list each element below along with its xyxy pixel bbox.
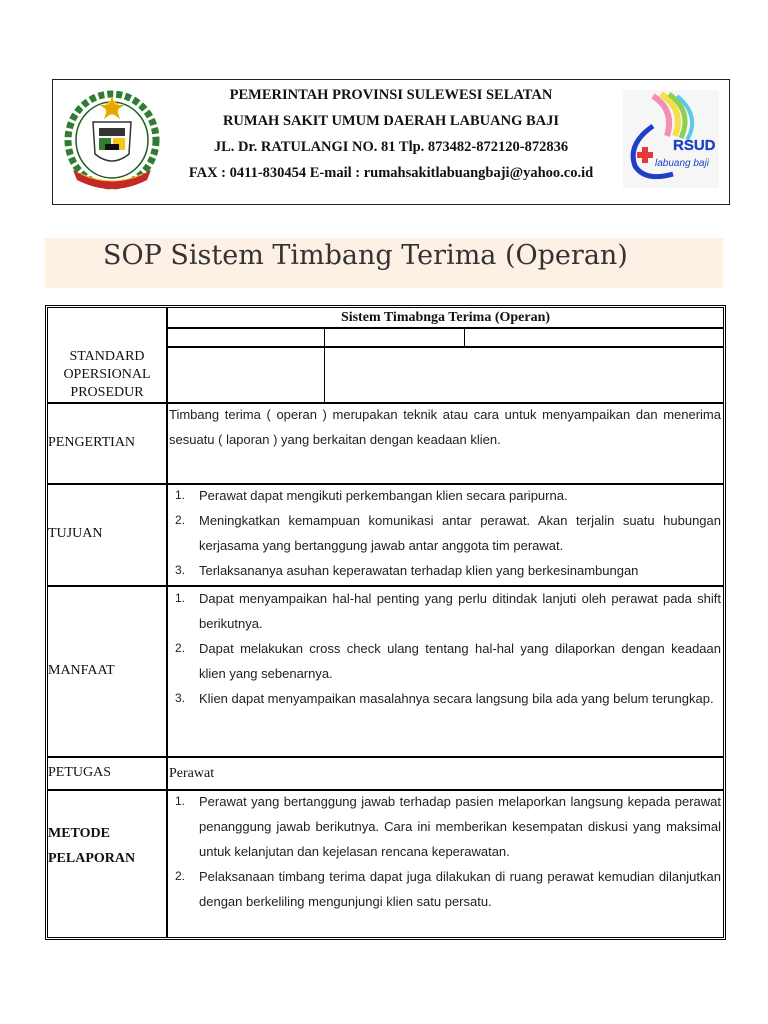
metode-label-line-1: METODE	[48, 826, 110, 841]
list-item: 2. Meningkatkan kemampuan komunikasi antar perawat. Akan terjalin suatu hubungan kerjasama yang bertanggung jawab antar anggota tim perawat.	[175, 513, 721, 553]
title-band	[45, 238, 723, 288]
list-item: 2. Pelaksanaan timbang terima dapat juga dilakukan di ruang perawat kemudian dilanjutkan dengan berkeliling mengunjungi klien satu persatu.	[175, 869, 721, 909]
pengertian-label: PENGERTIAN	[48, 435, 136, 450]
list-item: 2. Dapat melakukan cross check ulang tentang hal-hal yang dilaporkan dengan keadaan klien yang sebenarnya.	[175, 641, 721, 681]
petugas-label: PETUGAS	[48, 765, 112, 780]
tujuan-list	[169, 483, 721, 583]
pengertian-text: Timbang terima ( operan ) merupakan teknik atau cara untuk menyampaikan dan menerima sesuatu ( laporan ) yang berkaitan dengan keadaan klien.	[169, 407, 721, 447]
letterhead-line-4: FAX : 0411-830454 E-mail : rumahsakitlabuangbaji@yahoo.co.id	[188, 165, 594, 181]
rsud-logo-text: RSUD	[673, 137, 716, 154]
list-item: 3. Klien dapat menyampaikan masalahnya secara langsung bila ada yang belum terungkap.	[175, 691, 714, 706]
sop-table	[45, 305, 726, 940]
metode-label	[48, 821, 166, 871]
tujuan-label: TUJUAN	[48, 526, 103, 541]
list-item: 1. Dapat menyampaikan hal-hal penting yang perlu ditindak lanjuti oleh perawat pada shift berikutnya.	[175, 591, 721, 631]
rsud-logo-icon	[623, 90, 719, 188]
manfaat-list	[169, 586, 721, 711]
letterhead-line-3: JL. Dr. RATULANGI NO. 81 Tlp. 873482-872120-872836	[213, 139, 569, 155]
sop-label: STANDARD OPERSIONAL PROSEDUR	[63, 349, 151, 400]
letterhead-line-1: PEMERINTAH PROVINSI SULEWESI SELATAN	[229, 87, 553, 103]
petugas-value: Perawat	[169, 766, 215, 781]
metode-label-line-2: PELAPORAN	[48, 851, 136, 866]
rsud-logo-subtext: labuang baji	[655, 158, 709, 169]
letterhead	[52, 79, 730, 205]
list-item: 1. Perawat dapat mengikuti perkembangan klien secara paripurna.	[175, 488, 568, 503]
page-title: SOP Sistem Timbang Terima (Operan)	[103, 240, 628, 271]
manfaat-label: MANFAAT	[48, 663, 115, 678]
table-header-title: Sistem Timabnga Terima (Operan)	[340, 310, 551, 325]
metode-list	[169, 789, 721, 914]
letterhead-line-2: RUMAH SAKIT UMUM DAERAH LABUANG BAJI	[222, 113, 560, 129]
list-item: 3. Terlaksananya asuhan keperawatan terhadap klien yang berkesinambungan	[175, 563, 639, 578]
list-item: 1. Perawat yang bertanggung jawab terhadap pasien melaporkan langsung kepada perawat penanggung jawab berikutnya. Cara ini memberikan kesempatan diskusi yang maksimal untuk kelanjutan dan kejelasan rencana keperawatan.	[175, 794, 721, 859]
provincial-emblem-icon	[63, 88, 161, 192]
